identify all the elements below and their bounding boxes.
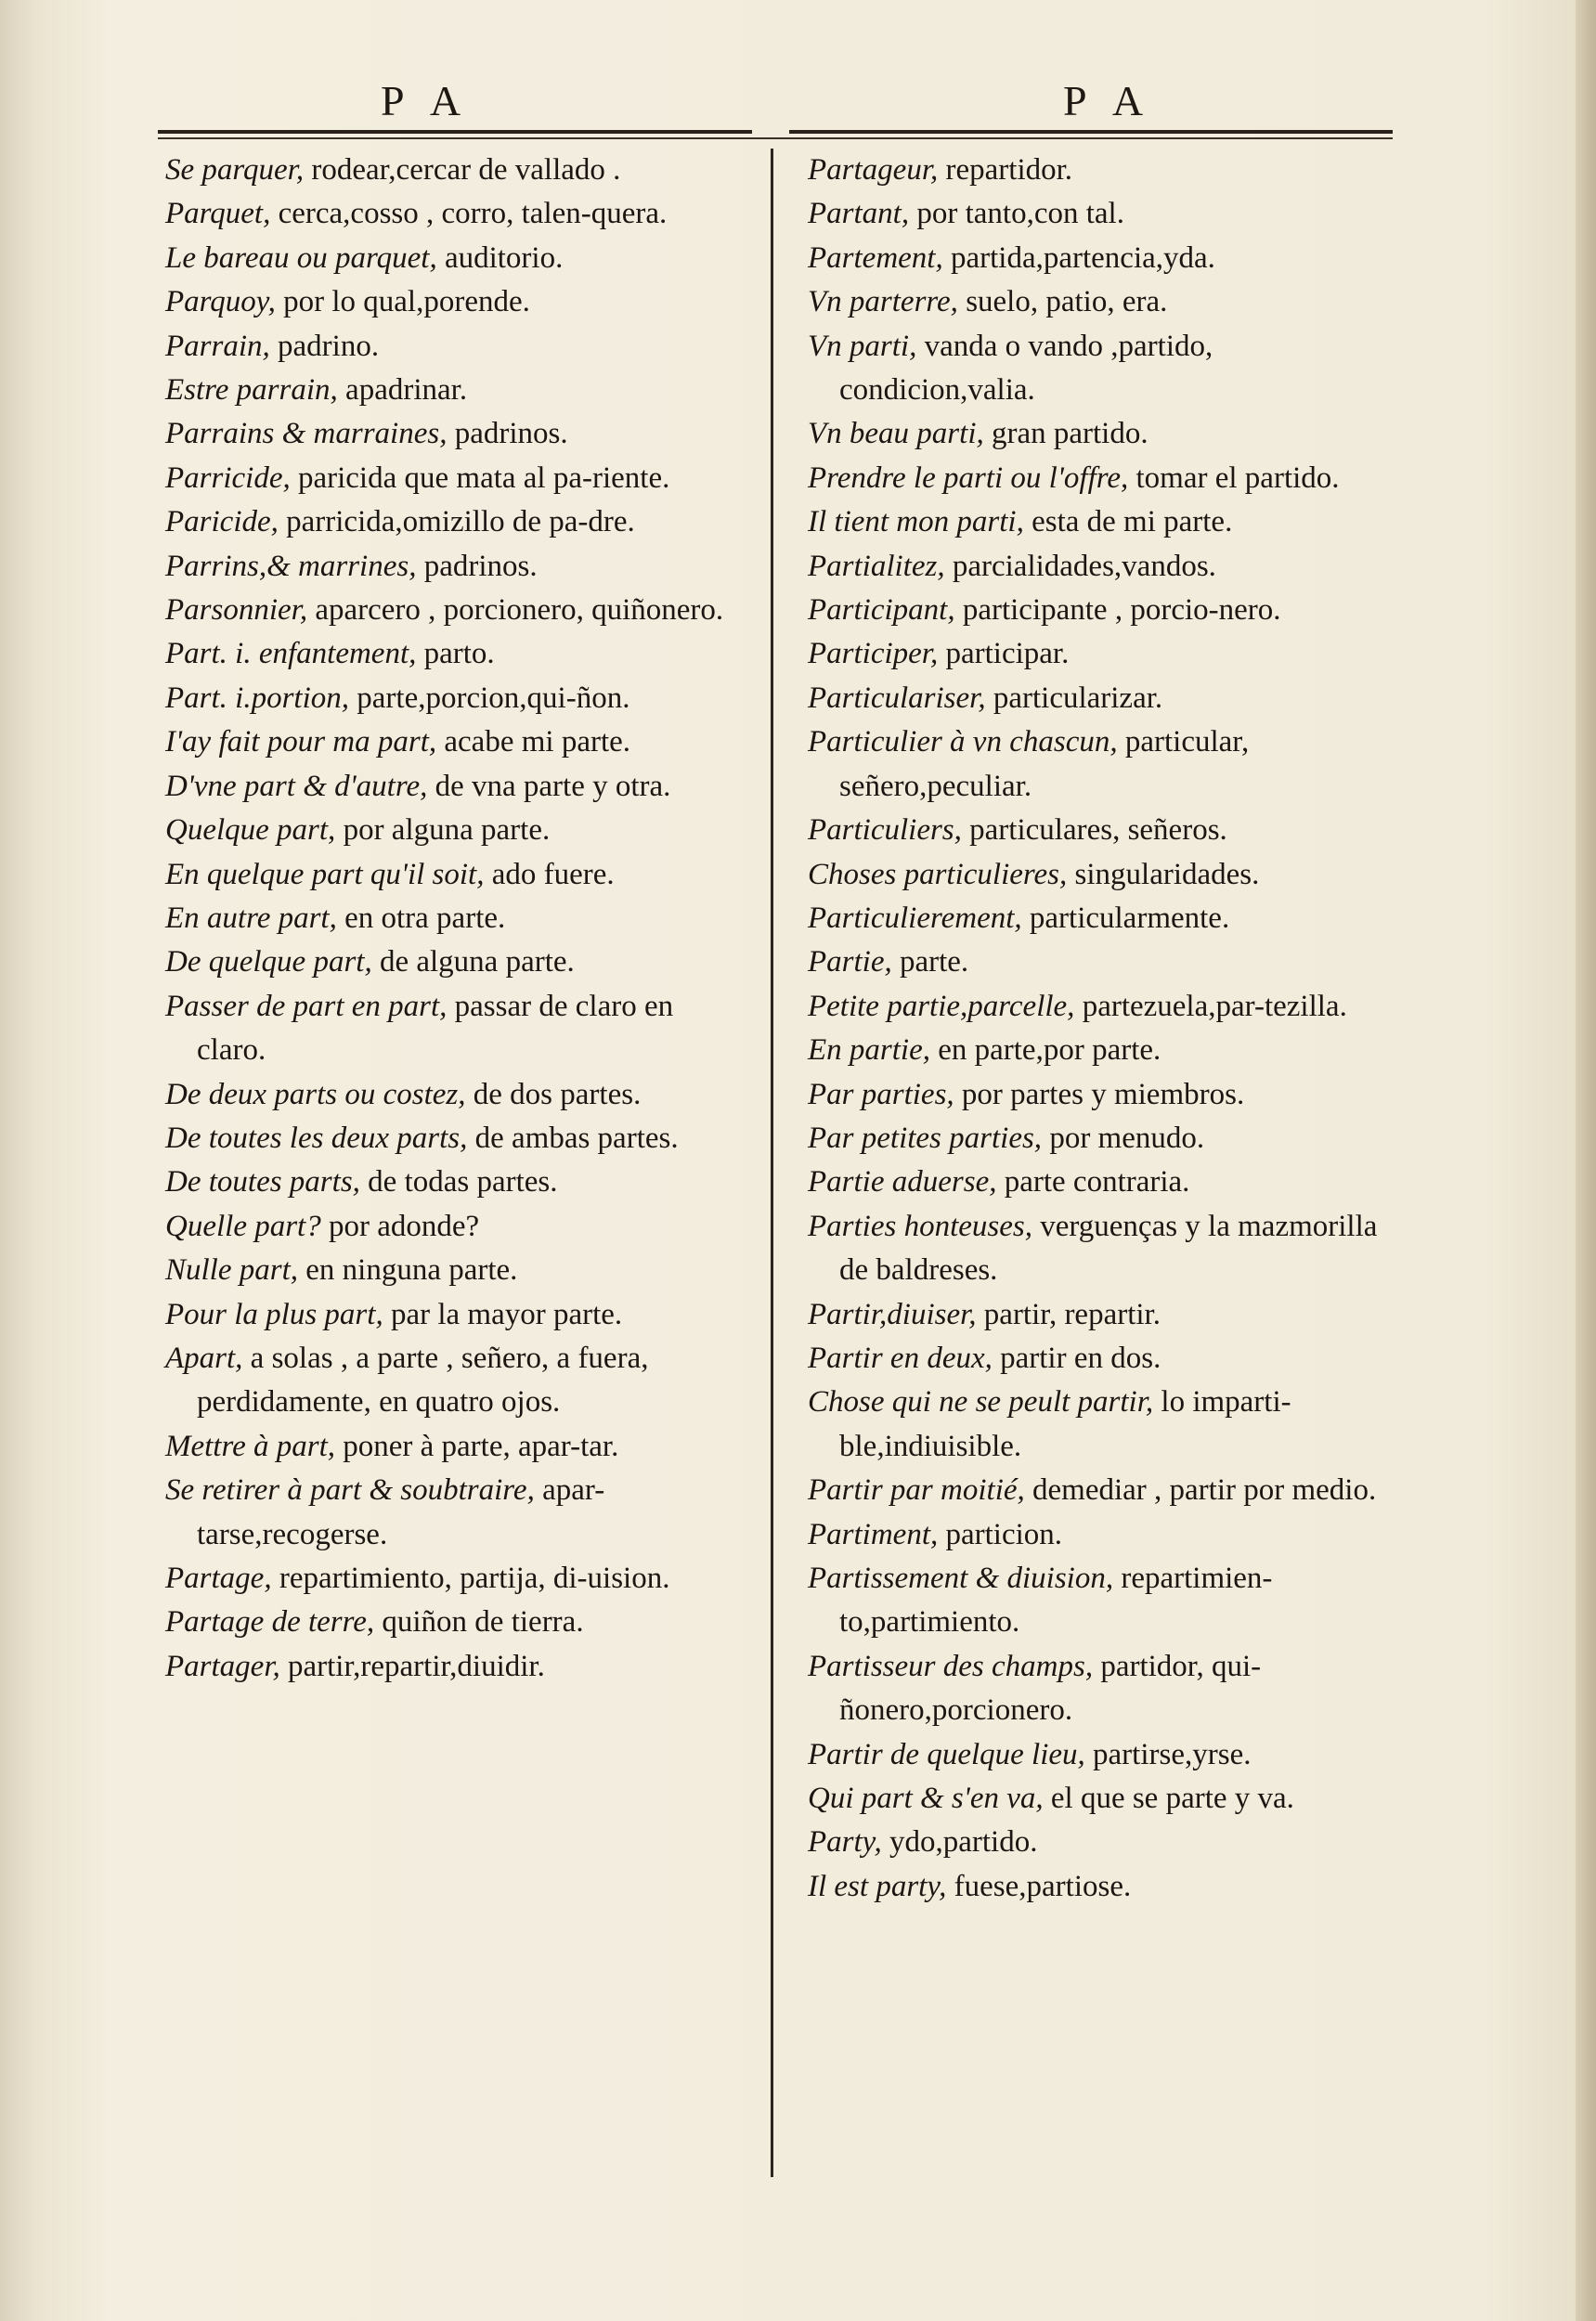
entry-headword: Choses particulieres,	[808, 857, 1068, 891]
entry-gloss: de ambas partes.	[474, 1121, 679, 1155]
dictionary-entry	[165, 1469, 741, 1557]
entry-headword: D'vne part & d'autre,	[165, 769, 428, 803]
entry-headword: Vn beau parti,	[808, 417, 984, 451]
dictionary-entry	[808, 1160, 1393, 1204]
dictionary-entry	[808, 545, 1393, 589]
entry-gloss: parte contraria.	[1004, 1165, 1190, 1199]
entry-gloss: particularmente.	[1029, 901, 1230, 935]
entry-headword: Participant,	[808, 593, 955, 628]
dictionary-entry	[165, 369, 741, 412]
dictionary-entry	[808, 1337, 1393, 1381]
entry-headword: I'ay fait pour ma part,	[165, 725, 437, 759]
entry-headword: Particulierement,	[808, 901, 1022, 935]
entry-headword: Il est party,	[808, 1869, 947, 1903]
entry-gloss: suelo, patio, era.	[966, 285, 1168, 319]
header-rule-thin	[158, 137, 1393, 139]
entry-gloss: quiñon de tierra.	[382, 1605, 584, 1640]
dictionary-entry	[165, 1160, 741, 1204]
entry-gloss: ado fuere.	[491, 857, 615, 891]
entry-gloss: por alguna parte.	[343, 813, 551, 848]
dictionary-entry	[808, 325, 1393, 413]
entry-headword: Partialitez,	[808, 549, 945, 583]
entry-headword: Chose qui ne se peult partir,	[808, 1385, 1154, 1420]
entry-gloss: partir,repartir,diuidir.	[288, 1649, 545, 1683]
dictionary-entry	[808, 589, 1393, 632]
entry-gloss: apadrinar.	[345, 373, 468, 408]
dictionary-entry	[165, 149, 741, 192]
entry-headword: Particulariser,	[808, 681, 986, 715]
entry-headword: Qui part & s'en va,	[808, 1782, 1044, 1816]
entry-gloss: lo imparti-ble,indiuisible.	[839, 1385, 1291, 1463]
entry-headword: Partissement & diuision,	[808, 1562, 1114, 1595]
dictionary-entry	[165, 1249, 741, 1292]
dictionary-entry	[165, 589, 741, 632]
entry-headword: Passer de part en part,	[165, 989, 448, 1023]
entry-headword: Partir de quelque lieu,	[808, 1737, 1085, 1771]
entry-headword: Participer,	[808, 637, 939, 671]
entry-gloss: apar-tarse,recogerse.	[197, 1473, 605, 1551]
entry-gloss: en otra parte.	[344, 901, 506, 935]
entry-gloss: el que se parte y va.	[1050, 1782, 1294, 1816]
dictionary-entry	[165, 1205, 741, 1249]
entry-headword: En autre part,	[165, 901, 337, 935]
entry-headword: Le bareau ou parquet,	[165, 240, 437, 275]
column-divider	[771, 149, 773, 2177]
entry-gloss: padrinos.	[423, 549, 538, 583]
entry-gloss: auditorio.	[444, 240, 564, 275]
entry-headword: Apart,	[165, 1341, 243, 1375]
entry-gloss: participante , porcio-nero.	[962, 593, 1281, 628]
entry-headword: Nulle part,	[165, 1253, 299, 1288]
entry-headword: Part. i.portion,	[165, 681, 350, 715]
dictionary-entry	[808, 940, 1393, 984]
entry-headword: Se retirer à part & soubtraire,	[165, 1473, 535, 1508]
entry-gloss: parto.	[423, 637, 495, 671]
entry-gloss: de vna parte y otra.	[435, 769, 671, 803]
entry-headword: Partie,	[808, 945, 892, 979]
entry-gloss: por tanto,con tal.	[916, 197, 1124, 231]
entry-headword: Partir en deux,	[808, 1341, 993, 1375]
dictionary-entry	[165, 809, 741, 852]
entry-gloss: particular, señero,peculiar.	[839, 725, 1250, 803]
dictionary-entry	[165, 192, 741, 236]
entry-headword: Se parquer,	[165, 153, 305, 187]
entry-gloss: particularizar.	[993, 681, 1163, 715]
entry-headword: En partie,	[808, 1033, 930, 1068]
entry-gloss: ydo,partido.	[889, 1825, 1038, 1860]
dictionary-entry	[808, 677, 1393, 720]
dictionary-entry	[165, 457, 741, 500]
entry-gloss: cerca,cosso , corro, talen-quera.	[278, 197, 668, 231]
dictionary-entry	[808, 1557, 1393, 1645]
entry-headword: Particulier à vn chascun,	[808, 725, 1118, 759]
entry-headword: Parties honteuses,	[808, 1209, 1032, 1243]
dictionary-entry	[808, 1469, 1393, 1512]
entry-headword: Parquoy,	[165, 285, 276, 319]
entry-gloss: singularidades.	[1074, 857, 1260, 891]
dictionary-entry	[808, 1865, 1393, 1909]
entry-gloss: particulares, señeros.	[969, 813, 1227, 848]
dictionary-entry	[165, 853, 741, 897]
entry-gloss: partir en dos.	[1000, 1341, 1161, 1375]
entry-headword: Partage de terre,	[165, 1605, 375, 1640]
entry-gloss: en ninguna parte.	[305, 1253, 518, 1288]
page-header	[158, 76, 1393, 141]
entry-headword: Par petites parties,	[808, 1121, 1043, 1155]
entry-gloss: por partes y miembros.	[961, 1077, 1245, 1111]
entry-headword: Parquet,	[165, 197, 271, 231]
dictionary-entry	[808, 1777, 1393, 1821]
dictionary-entry	[165, 1117, 741, 1160]
entry-headword: Mettre à part,	[165, 1429, 335, 1463]
dictionary-entry	[808, 897, 1393, 940]
dictionary-entry	[808, 149, 1393, 192]
dictionary-entry	[165, 940, 741, 984]
entry-gloss: parte.	[899, 945, 969, 979]
entry-gloss: aparcero , porcionero, quiñonero.	[315, 593, 724, 628]
dictionary-entry	[808, 1293, 1393, 1337]
dictionary-entry	[808, 853, 1393, 897]
dictionary-entry	[808, 985, 1393, 1029]
entry-headword: Paricide,	[165, 505, 279, 539]
entry-gloss: paricida que mata al pa-riente.	[297, 460, 670, 495]
dictionary-entry	[165, 500, 741, 544]
dictionary-entry	[165, 1557, 741, 1601]
header-rule-right	[789, 130, 1393, 134]
dictionary-entry	[165, 545, 741, 589]
dictionary-entry	[165, 325, 741, 369]
dictionary-entry	[808, 720, 1393, 809]
entry-headword: Partager,	[165, 1649, 280, 1683]
dictionary-entry	[165, 677, 741, 720]
entry-headword: Partageur,	[808, 153, 939, 187]
dictionary-entry	[808, 237, 1393, 280]
entry-gloss: repartimien-to,partimiento.	[839, 1562, 1273, 1640]
entry-headword: De toutes les deux parts,	[165, 1121, 468, 1155]
running-head-right: P A	[1063, 77, 1153, 124]
entry-headword: Partisseur des champs,	[808, 1649, 1094, 1683]
dictionary-entry	[808, 192, 1393, 236]
entry-headword: Vn parterre,	[808, 285, 958, 319]
entry-headword: Partage,	[165, 1562, 272, 1595]
entry-headword: Party,	[808, 1825, 882, 1860]
entry-headword: Il tient mon parti,	[808, 505, 1024, 539]
entry-gloss: fuese,partiose.	[954, 1869, 1132, 1903]
dictionary-entry	[165, 720, 741, 764]
dictionary-entry	[808, 412, 1393, 456]
entry-headword: Partant,	[808, 197, 910, 231]
entry-gloss: partirse,yrse.	[1093, 1737, 1252, 1771]
dictionary-entry	[165, 1073, 741, 1117]
entry-headword: De quelque part,	[165, 945, 372, 979]
running-head-left: P A	[381, 77, 471, 124]
entry-headword: Parsonnier,	[165, 593, 308, 628]
dictionary-entry	[808, 1821, 1393, 1864]
page-edge	[1576, 0, 1596, 2321]
entry-headword: Petite partie,parcelle,	[808, 989, 1075, 1023]
entry-gloss: parte,porcion,qui-ñon.	[357, 681, 630, 715]
dictionary-entry	[808, 1513, 1393, 1557]
entry-gloss: repartimiento, partija, di-uision.	[279, 1562, 670, 1595]
dictionary-entry	[808, 500, 1393, 544]
entry-gloss: verguenças y la mazmorilla de baldreses.	[839, 1209, 1378, 1288]
dictionary-entry	[808, 1117, 1393, 1160]
entry-headword: Parrins,& marrines,	[165, 549, 417, 583]
dictionary-entry	[808, 1205, 1393, 1293]
dictionary-entry	[165, 237, 741, 280]
entry-gloss: participar.	[945, 637, 1070, 671]
dictionary-entry	[165, 1601, 741, 1644]
entry-gloss: en parte,por parte.	[938, 1033, 1161, 1068]
dictionary-entry	[165, 1425, 741, 1469]
entry-gloss: de todas partes.	[368, 1165, 558, 1199]
entry-gloss: por lo qual,porende.	[283, 285, 530, 319]
entry-gloss: partida,partencia,yda.	[950, 240, 1215, 275]
entry-headword: Partie aduerse,	[808, 1165, 997, 1199]
entry-gloss: vanda o vando ,partido, condicion,valia.	[839, 329, 1213, 408]
entry-headword: De toutes parts,	[165, 1165, 360, 1199]
entry-gloss: parricida,omizillo de pa-dre.	[286, 505, 635, 539]
entry-headword: Quelque part,	[165, 813, 336, 848]
dictionary-entry	[165, 280, 741, 324]
dictionary-entry	[165, 1645, 741, 1689]
entry-gloss: de dos partes.	[473, 1077, 642, 1111]
entry-headword: En quelque part qu'il soit,	[165, 857, 485, 891]
entry-headword: Vn parti,	[808, 329, 917, 363]
dictionary-entry	[808, 1073, 1393, 1117]
left-column	[165, 149, 741, 1689]
entry-headword: De deux parts ou costez,	[165, 1077, 466, 1111]
entry-gloss: par la mayor parte.	[390, 1297, 623, 1331]
entry-headword: Particuliers,	[808, 813, 962, 848]
dictionary-entry	[165, 632, 741, 676]
entry-headword: Parrain,	[165, 329, 270, 363]
entry-gloss: demediar , partir por medio.	[1032, 1473, 1377, 1508]
dictionary-entry	[165, 765, 741, 809]
dictionary-entry	[165, 412, 741, 456]
entry-gloss: partidor, qui-ñonero,porcionero.	[839, 1649, 1262, 1728]
entry-gloss: repartidor.	[945, 153, 1073, 187]
entry-headword: Partement,	[808, 240, 943, 275]
dictionary-entry	[808, 1645, 1393, 1733]
entry-gloss: de alguna parte.	[379, 945, 575, 979]
dictionary-entry	[808, 632, 1393, 676]
entry-gloss: gran partido.	[991, 417, 1148, 451]
entry-headword: Partir,diuiser,	[808, 1297, 977, 1331]
entry-gloss: por menudo.	[1049, 1121, 1205, 1155]
dictionary-entry	[808, 1029, 1393, 1072]
entry-gloss: partir, repartir.	[983, 1297, 1161, 1331]
dictionary-entry	[165, 897, 741, 940]
dictionary-entry	[165, 1293, 741, 1337]
dictionary-entry	[808, 1381, 1393, 1469]
entry-headword: Estre parrain,	[165, 373, 338, 408]
entry-headword: Parrains & marraines,	[165, 417, 448, 451]
entry-gloss: parcialidades,vandos.	[952, 549, 1216, 583]
header-rule-left	[158, 130, 752, 134]
entry-headword: Partiment,	[808, 1517, 939, 1551]
entry-headword: Parricide,	[165, 460, 291, 495]
entry-gloss: esta de mi parte.	[1032, 505, 1233, 539]
entry-gloss: tomar el partido.	[1135, 460, 1340, 495]
dictionary-entry	[808, 1733, 1393, 1777]
entry-gloss: passar de claro en claro.	[197, 989, 674, 1068]
dictionary-entry	[165, 985, 741, 1073]
entry-headword: Pour la plus part,	[165, 1297, 383, 1331]
dictionary-entry	[808, 280, 1393, 324]
entry-gloss: poner à parte, apar-tar.	[343, 1429, 619, 1463]
entry-gloss: padrino.	[278, 329, 380, 363]
entry-headword: Quelle part?	[165, 1209, 321, 1243]
entry-headword: Prendre le parti ou l'offre,	[808, 460, 1129, 495]
entry-gloss: padrinos.	[454, 417, 568, 451]
entry-headword: Part. i. enfantement,	[165, 637, 417, 671]
dictionary-entry	[165, 1337, 741, 1425]
entry-gloss: acabe mi parte.	[444, 725, 631, 759]
entry-gloss: a solas , a parte , señero, a fuera, perdidamente, en quatro ojos.	[197, 1341, 649, 1420]
right-column	[808, 149, 1393, 1909]
entry-gloss: rodear,cercar de vallado .	[311, 153, 621, 187]
entry-gloss: partezuela,par-tezilla.	[1082, 989, 1347, 1023]
dictionary-entry	[808, 457, 1393, 500]
dictionary-entry	[808, 809, 1393, 852]
entry-gloss: por adonde?	[328, 1209, 480, 1243]
entry-headword: Partir par moitié,	[808, 1473, 1025, 1508]
entry-headword: Par parties,	[808, 1077, 954, 1111]
entry-gloss: particion.	[945, 1517, 1063, 1551]
